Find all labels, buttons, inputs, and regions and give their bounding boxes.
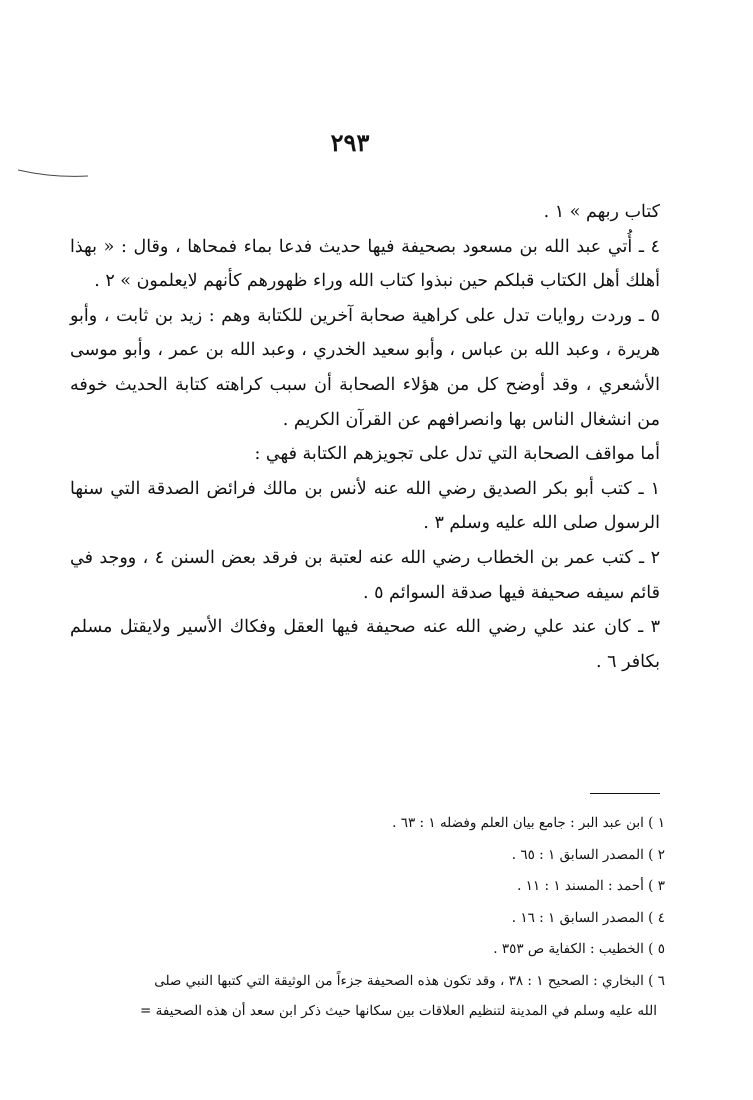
footnote-6: ٦ ) البخاري : الصحيح ١ : ٣٨ ، وقد تكون هذه الصحيفة جزءاً من الوثيقة التي كتبها النبي صلى <box>154 972 665 989</box>
footnote-divider <box>590 793 660 794</box>
scan-artifact-line <box>18 166 88 180</box>
paragraph-list-2: ٢ ـ كتب عمر بن الخطاب رضي الله عنه لعتبة بن فرقد بعض السنن ٤ ، ووجد في قائم سيفه صحيفة فيها صدقة السوائم ٥ . <box>70 547 660 603</box>
paragraph-continuation: كتاب ربهم » ١ . <box>543 202 660 222</box>
page-number: ٢٩٣ <box>330 128 370 157</box>
paragraph-list-3: ٣ ـ كان عند علي رضي الله عنه صحيفة فيها العقل وفكاك الأسير ولايقتل مسلم بكافر ٦ . <box>70 617 660 672</box>
footnote-1: ١ ) ابن عبد البر : جامع بيان العلم وفضله ١ : ٦٣ . <box>392 815 665 831</box>
paragraph-item-4: ٤ ـ أُتي عبد الله بن مسعود بصحيفة فيها حديث فدعا بماء فمحاها ، وقال : « بهذا أهلك أهل الكتاب قبلكم حين نبذوا كتاب الله وراء ظهورهم كأنهم لايعلمون » ٢ . <box>70 236 660 292</box>
footnote-5: ٥ ) الخطيب : الكفاية ص ٣٥٣ . <box>493 941 665 957</box>
footnote-4: ٤ ) المصدر السابق ١ : ١٦ . <box>511 909 665 926</box>
paragraph-section-heading: أما مواقف الصحابة التي تدل على تجويزهم الكتابة فهي : <box>254 444 660 465</box>
paragraph-item-5: ٥ ـ وردت روايات تدل على كراهية صحابة آخرين للكتابة وهم : زيد بن ثابت ، وأبو هريرة ، وعبد الله بن عباس ، وأبو سعيد الخدري ، وعبد الله بن عمر ، وأبو موسى الأشعري ، وقد أوضح كل من هؤلاء الصحابة أن سبب كراهته كتابة الحديث خوفه من انشغال الناس بها وانصرافهم عن القرآن الكريم . <box>70 305 660 430</box>
footnote-3: ٣ ) أحمد : المسند ١ : ١١ . <box>517 878 665 894</box>
footnote-6-continuation: الله عليه وسلم في المدينة لتنظيم العلاقات بين سكانها حيث ذكر ابن سعد أن هذه الصحيفة = <box>139 1003 657 1019</box>
paragraph-list-1: ١ ـ كتب أبو بكر الصديق رضي الله عنه لأنس بن مالك فرائض الصدقة التي سنها الرسول صلى الله عليه وسلم ٣ . <box>70 478 660 534</box>
footnotes <box>80 808 665 1025</box>
main-text <box>70 195 660 679</box>
footnote-2: ٢ ) المصدر السابق ١ : ٦٥ . <box>511 846 665 863</box>
